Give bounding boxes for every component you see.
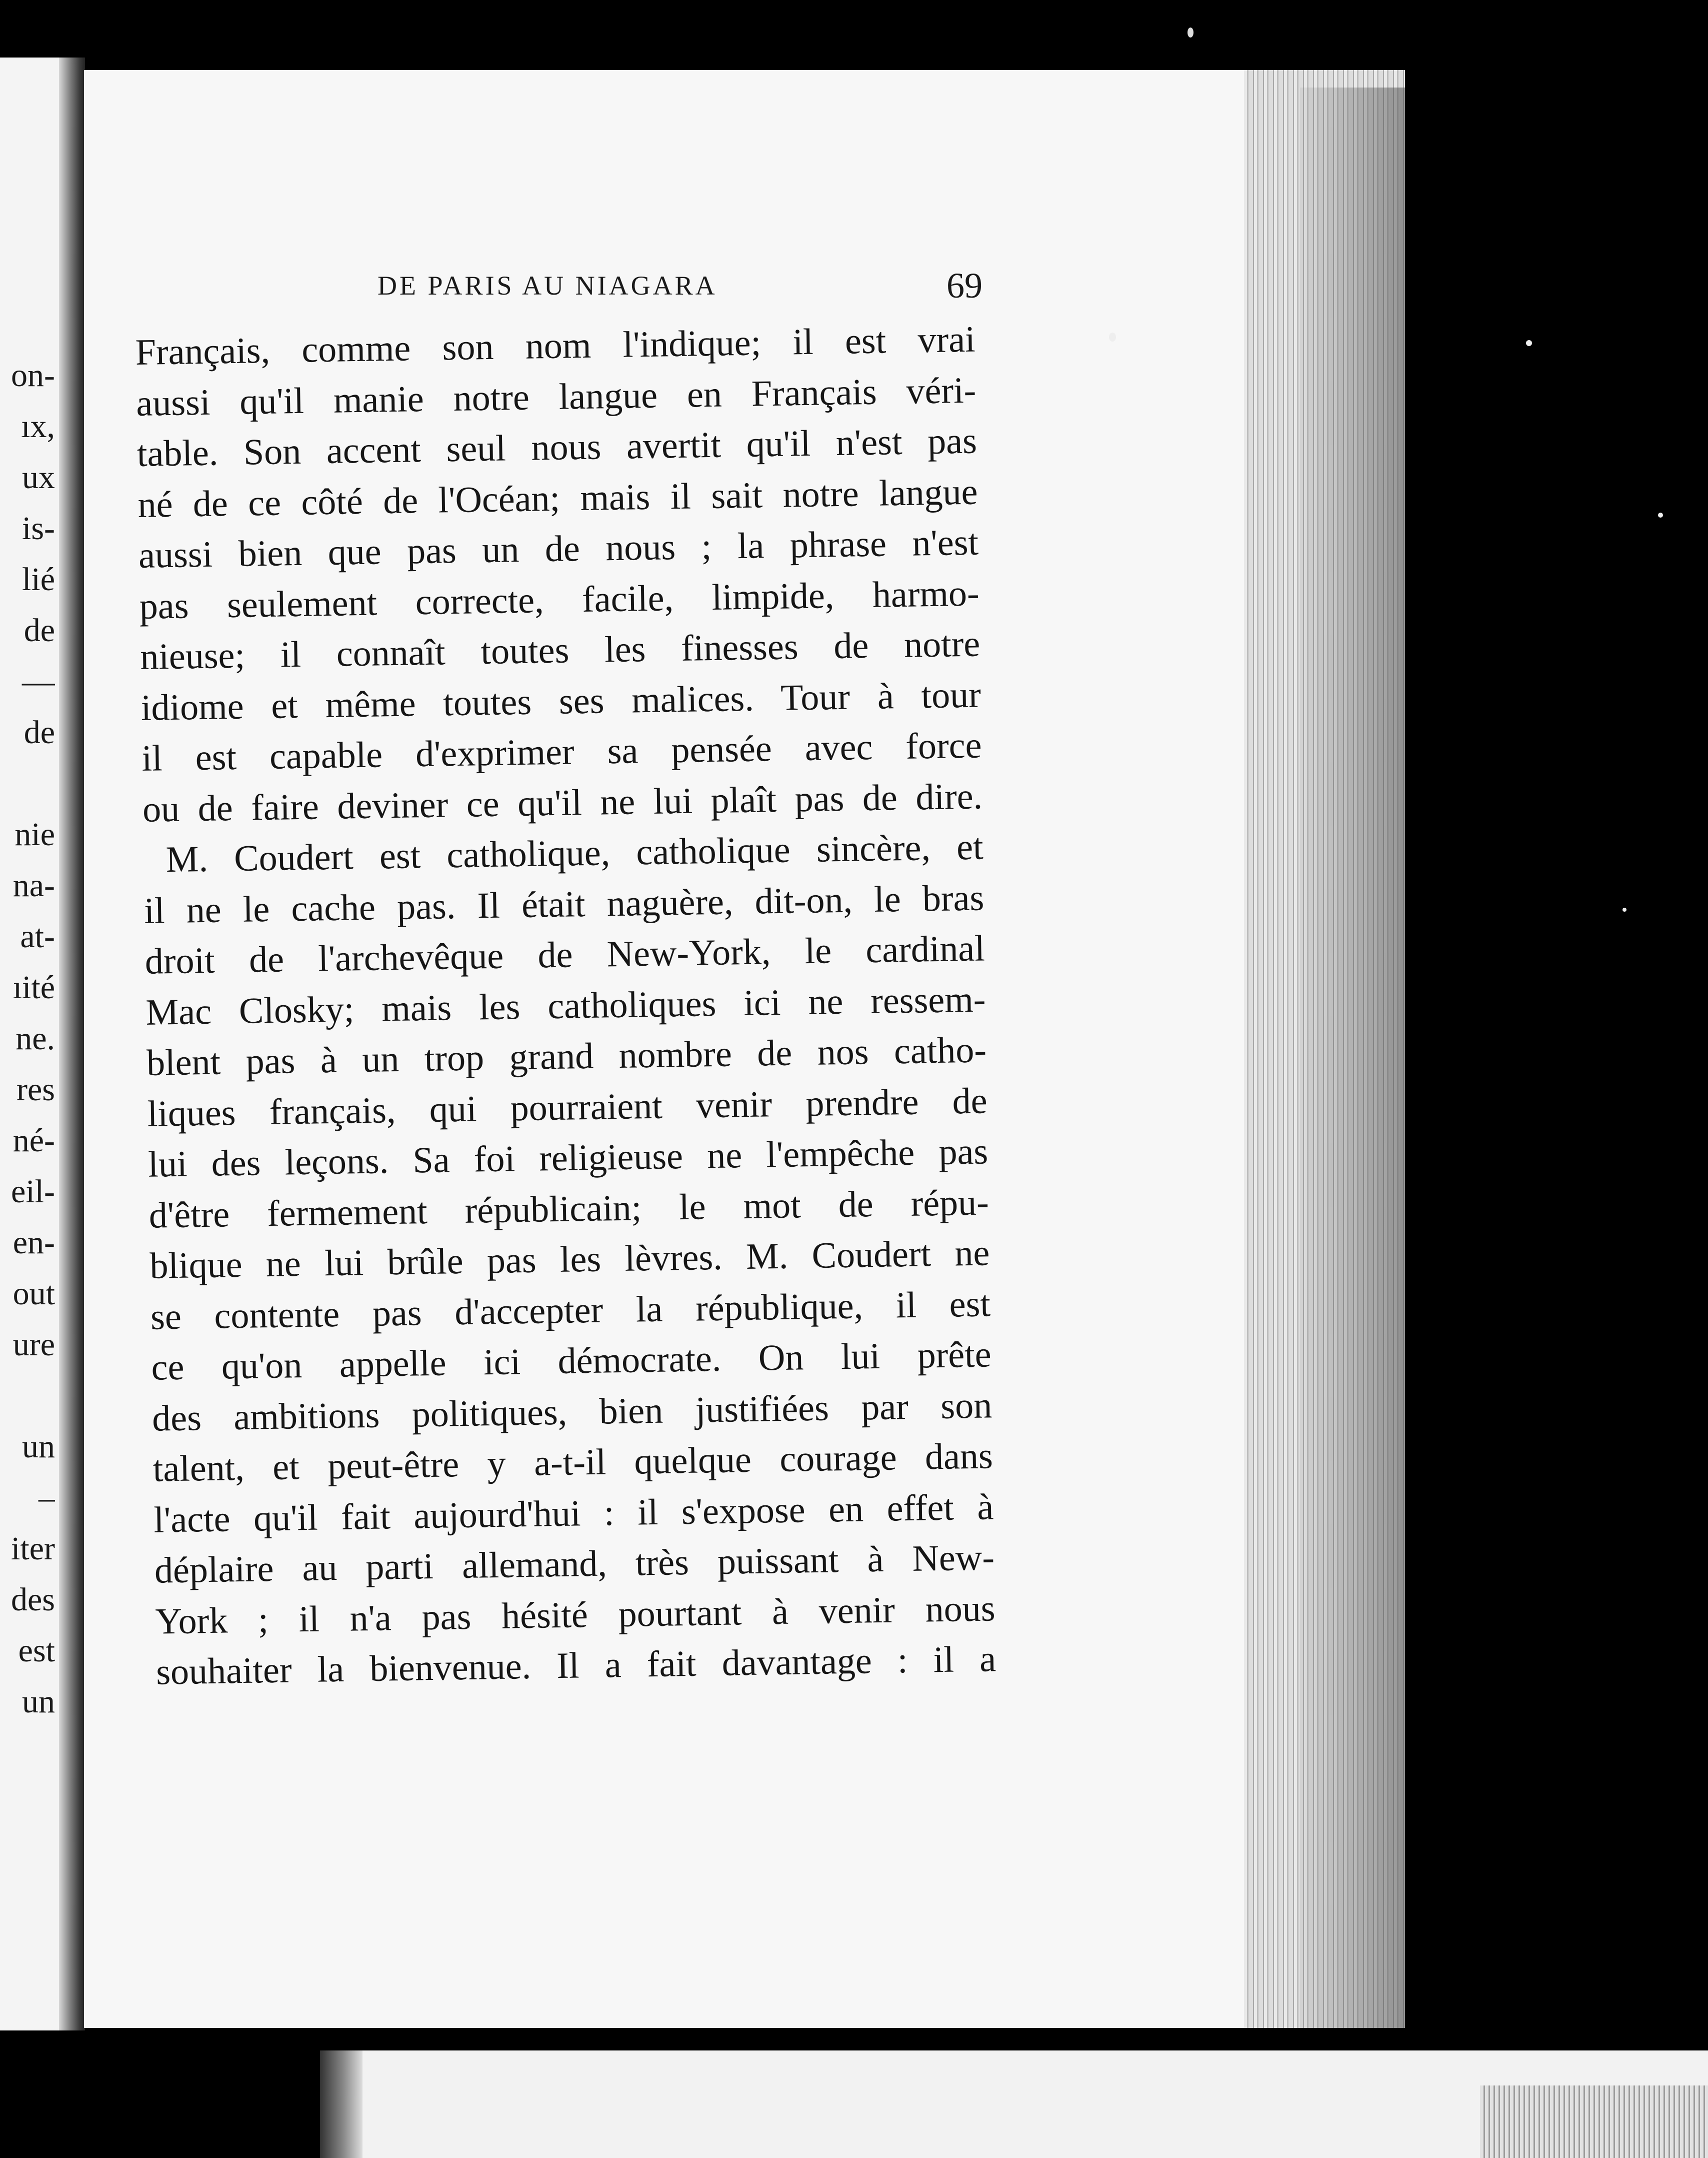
text-line: déplaire au parti allemand, très puissant à New- (154, 1537, 995, 1591)
text-line: né de ce côté de l'Océan; mais il sait notre langue (137, 471, 978, 526)
previous-page-fragment: né- (12, 1122, 55, 1159)
book-gutter-left (59, 58, 85, 2030)
text-line: des ambitions politiques, bien justifiées par son (152, 1384, 992, 1439)
dust-speck (1188, 28, 1194, 38)
body-text (135, 315, 996, 1698)
previous-page-fragment: — (22, 663, 55, 700)
text-line: blent pas à un trop grand nombre de nos catho- (146, 1029, 987, 1084)
previous-page-fragment: un (22, 1428, 55, 1465)
text-line: blique ne lui brûle pas les lèvres. M. Coudert ne (149, 1232, 990, 1287)
previous-page-fragment: de (24, 714, 55, 751)
previous-page-fragment: ure (12, 1326, 55, 1363)
previous-page-fragment: ıité (12, 969, 55, 1006)
text-line: se contente pas d'accepter la république, il est (150, 1283, 991, 1338)
dust-speck (1622, 908, 1626, 912)
text-line: ou de faire deviner ce qu'il ne lui plaît pas de dire. (142, 775, 983, 830)
previous-page-fragment (0, 758, 55, 809)
text-line: il ne le cache pas. Il était naguère, dit-on, le bras (144, 877, 984, 932)
previous-page-fragment: eil- (11, 1173, 55, 1210)
previous-page-fragment: lié (22, 561, 55, 598)
text-line: idiome et même toutes ses malices. Tour à tour (140, 674, 982, 729)
previous-page-fragment: est (18, 1632, 55, 1669)
next-page-stack-edges (1480, 2085, 1708, 2158)
previous-page-fragment: is- (22, 510, 55, 547)
text-line: il est capable d'exprimer sa pensée avec force (141, 725, 982, 779)
previous-page-fragment: – (38, 1479, 55, 1516)
text-line: nieuse; il connaît toutes les finesses de notre (140, 623, 980, 678)
previous-page-fragment: en- (12, 1224, 55, 1261)
previous-page-fragment: un (22, 1683, 55, 1720)
previous-page-fragment: on- (11, 357, 55, 394)
text-line: Français, comme son nom l'indique; il est vrai (135, 319, 976, 373)
text-line: aussi bien que pas un de nous ; la phrase n'est (138, 522, 979, 576)
previous-page-fragment: de (24, 612, 55, 649)
previous-page-fragment: na- (12, 867, 55, 904)
text-line: souhaiter la bienvenue. Il a fait davantage : il a (156, 1638, 996, 1693)
previous-page-fragment: at- (20, 918, 55, 955)
text-line: table. Son accent seul nous avertit qu'il n'est pas (136, 420, 978, 475)
text-line: aussi qu'il manie notre langue en Français véri- (136, 370, 976, 424)
previous-page-fragment: out (12, 1275, 55, 1312)
text-line: M. Coudert est catholique, catholique sincère, et (166, 826, 984, 881)
book-gutter-bottom (320, 2050, 362, 2158)
previous-page-fragment: nie (14, 816, 55, 853)
dust-speck (1109, 333, 1116, 342)
text-line: ce qu'on appelle ici démocrate. On lui prête (151, 1334, 992, 1388)
previous-page-fragment: ne. (16, 1020, 55, 1057)
page-number: 69 (946, 266, 982, 306)
text-line: liques français, qui pourraient venir prendre de (147, 1080, 988, 1135)
page-stack-shadow (1300, 88, 1405, 2028)
text-line: droit de l'archevêque de New-York, le cardinal (144, 928, 986, 982)
text-line: York ; il n'a pas hésité pourtant à venir nous (154, 1587, 996, 1642)
previous-page-fragment: ıx, (21, 408, 55, 445)
dust-speck (1658, 513, 1663, 518)
previous-page-fragment: des (11, 1581, 55, 1618)
previous-page-fragment: ux (22, 459, 55, 496)
text-line: l'acte qu'il fait aujourd'hui : il s'expose en effet à (153, 1486, 994, 1541)
previous-page-line-ends (0, 350, 55, 1727)
text-line: pas seulement correcte, facile, limpide, harmo- (139, 573, 980, 627)
text-line: d'être fermement républicain; le mot de répu- (148, 1181, 990, 1236)
previous-page-fragment: res (16, 1071, 55, 1108)
text-line: talent, et peut-être y a-t-il quelque courage dans (152, 1435, 994, 1490)
previous-page-fragment (0, 1370, 55, 1421)
dust-speck (1526, 340, 1532, 346)
previous-page-fragment: iter (11, 1530, 55, 1567)
running-head: DE PARIS AU NIAGARA (378, 271, 718, 301)
text-line: lui des leçons. Sa foi religieuse ne l'empêche pas (148, 1131, 988, 1185)
text-line: Mac Closky; mais les catholiques ici ne ressem- (145, 978, 986, 1033)
